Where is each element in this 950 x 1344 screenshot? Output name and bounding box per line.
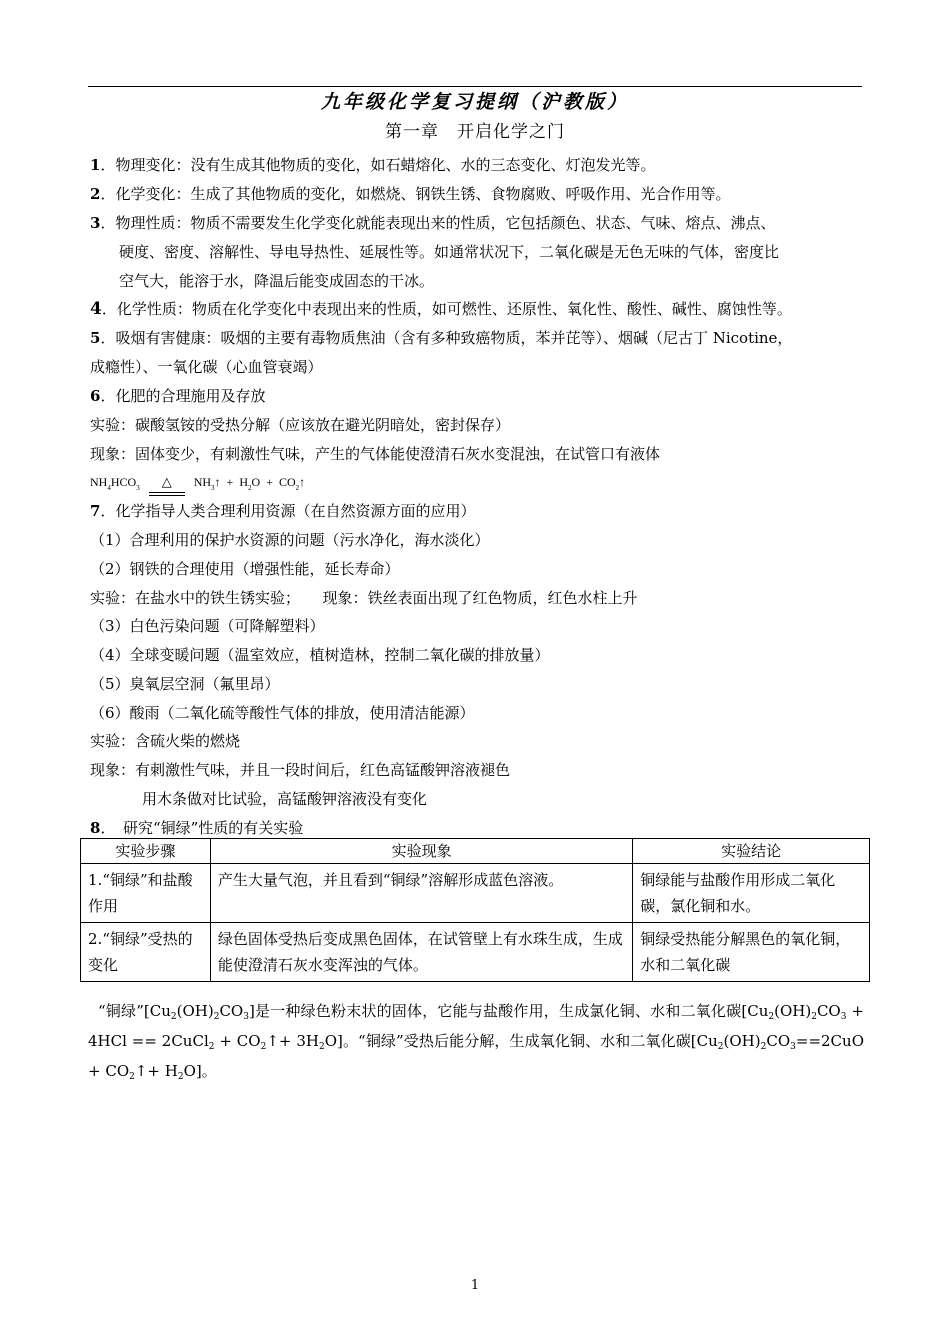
chapter-heading: 第一章 开启化学之门 — [385, 122, 565, 142]
header-steps: 实验步骤 — [81, 839, 211, 864]
item-text: ．吸烟有害健康：吸烟的主要有毒物质焦油（含有多种致癌物质，苯并芘等）、烟碱（尼古丁 Nicotine， — [100, 329, 793, 347]
item-6-experiment: 实验：碳酸氢铵的受热分解（应该放在避光阴暗处，密封保存） — [90, 416, 511, 434]
item-text: ．物理性质：物质不需要发生化学变化就能表现出来的性质，它包括颜色、状态、气味、熔点、沸点、 — [100, 214, 776, 232]
item-7-sub-6: （6）酸雨（二氧化硫等酸性气体的排放，使用清洁能源） — [90, 704, 475, 722]
item-number: 4 — [90, 299, 102, 319]
item-7-sub-6-observation: 现象：有刺激性气味，并且一段时间后，红色高锰酸钾溶液褪色 — [90, 761, 511, 779]
item-7-sub-6-observation-2: 用木条做对比试验，高锰酸钾溶液没有变化 — [142, 790, 428, 808]
item-7-sub-2-experiment: 实验：在盐水中的铁生锈实验； 现象：铁丝表面出现了红色物质，红色水柱上升 — [90, 589, 638, 607]
item-text: ．化肥的合理施用及存放 — [100, 387, 266, 405]
item-7-sub-6-experiment: 实验：含硫火柴的燃烧 — [90, 732, 241, 750]
table-cell: 2.“铜绿”受热的变化 — [81, 923, 211, 982]
header-phenomena: 实验现象 — [210, 839, 632, 864]
table-cell: 铜绿能与盐酸作用形成二氧化碳，氯化铜和水。 — [633, 864, 870, 923]
table-cell: 1.“铜绿”和盐酸作用 — [81, 864, 211, 923]
eq-product-2: $H_2O$ — [239, 475, 261, 492]
verdigris-paragraph: “铜绿$”[Cu_2(OH)_2CO_3]$是一种绿色粉末状的固体，它能与盐酸作用，生成氯化铜、水和二氧化碳[$Cu_2(OH)_2CO_3 + 4HCl$ == 2CuCl$_2$ + $CO_2↑+ 3H_2O$]。“铜绿”受热后能分解，生成氧化铜、水和二氧化碳[$Cu_2(OH)_2CO_3==2CuO$ + $CO_2↑+ H_2O$]。 — [88, 1002, 864, 1082]
item-7-sub-3: （3）白色污染问题（可降解塑料） — [90, 617, 325, 635]
item-1 — [90, 155, 655, 175]
item-number: 7 — [90, 502, 101, 520]
item-7-sub-1: （1）合理利用的保护水资源的问题（污水净化，海水淡化） — [90, 531, 490, 549]
item-4 — [90, 299, 792, 319]
item-5 — [90, 328, 792, 348]
heat-condition: △ — [149, 472, 185, 492]
table-row — [81, 864, 870, 923]
item-5-cont: 成瘾性）、一氧化碳（心血管衰竭） — [90, 358, 323, 376]
item-number: 3 — [90, 214, 101, 232]
item-2 — [90, 184, 730, 204]
document-title: 九年级化学复习提纲（沪教版） — [320, 91, 629, 113]
eq-product-3: $CO_2↑$ — [278, 475, 306, 492]
item-6 — [90, 386, 265, 406]
table-row — [81, 923, 870, 982]
item-number: 1 — [90, 156, 101, 174]
item-text: ．化学指导人类合理利用资源（在自然资源方面的应用） — [100, 502, 476, 520]
item-text: ．化学性质：物质在化学变化中表现出来的性质，如可燃性、还原性、氧化性、酸性、碱性、腐蚀性等。 — [101, 300, 792, 318]
item-number: 8 — [90, 819, 101, 837]
item-7 — [90, 501, 475, 521]
eq-product-1: $NH_3↑$ — [193, 475, 221, 492]
item-number: 2 — [90, 185, 101, 203]
table-cell: 绿色固体受热后变成黑色固体，在试管壁上有水珠生成，生成能使澄清石灰水变浑浊的气体。 — [210, 923, 632, 982]
header-conclusion: 实验结论 — [633, 839, 870, 864]
eq-plus: + — [266, 475, 273, 489]
item-3 — [90, 213, 775, 233]
item-text: ．化学变化：生成了其他物质的变化，如燃烧、钢铁生锈、食物腐败、呼吸作用、光合作用等。 — [100, 185, 731, 203]
eq-plus: + — [226, 475, 234, 489]
item-7-sub-5: （5）臭氧层空洞（氟里昂） — [90, 675, 280, 693]
top-rule — [88, 86, 862, 87]
table-cell: 铜绿受热能分解黑色的氧化铜，水和二氧化碳 — [633, 923, 870, 982]
item-7-sub-4: （4）全球变暖问题（温室效应，植树造林，控制二氧化碳的排放量） — [90, 646, 550, 664]
item-number: 6 — [90, 387, 101, 405]
verdigris-experiment-table — [80, 838, 870, 982]
item-7-sub-2: （2）钢铁的合理使用（增强性能，延长寿命） — [90, 560, 400, 578]
item-3-cont-1: 硬度、密度、溶解性、导电导热性、延展性等。如通常状况下，二氧化碳是无色无味的气体，密度比 — [119, 243, 780, 261]
item-number: 5 — [90, 329, 101, 347]
page-number: 1 — [470, 1278, 480, 1293]
table-header-row — [81, 839, 870, 864]
item-text: ．物理变化：没有生成其他物质的变化，如石蜡熔化、水的三态变化、灯泡发光等。 — [100, 156, 656, 174]
eq-reactant: $NH_4HCO_3$ — [90, 475, 140, 492]
item-text: ． 研究“铜绿”性质的有关实验 — [100, 819, 304, 837]
item-6-observation: 现象：固体变少，有刺激性气味，产生的气体能使澄清石灰水变混浊，在试管口有液体 — [90, 445, 661, 463]
item-3-cont-2: 空气大，能溶于水，降温后能变成固态的干冰。 — [119, 272, 435, 290]
item-8 — [90, 818, 303, 838]
table-cell: 产生大量气泡，并且看到“铜绿”溶解形成蓝色溶液。 — [210, 864, 632, 923]
equation-ammonium-bicarbonate — [90, 472, 305, 492]
